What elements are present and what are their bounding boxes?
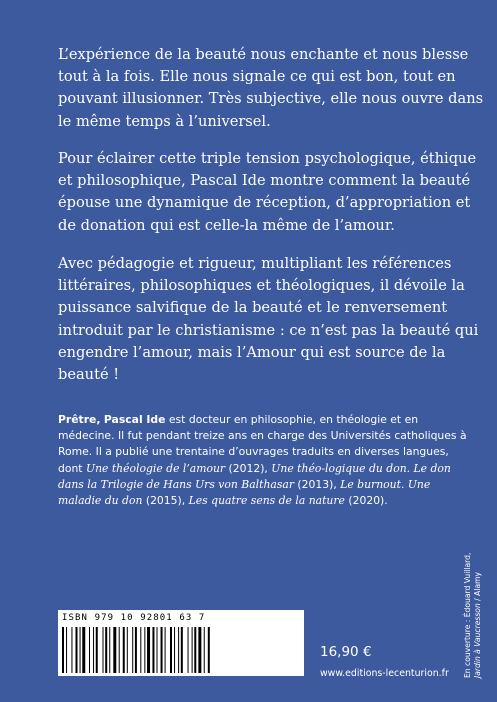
cover-credit-line-1: En couverture : Édouard Vuillard, — [463, 552, 472, 678]
publisher-website: www.editions-lecenturion.fr — [320, 668, 449, 679]
bio-text-5: (2020). — [344, 494, 388, 508]
bio-text-3: (2013), — [293, 477, 341, 491]
work-title-1: Une théologie de l’amour — [85, 461, 226, 475]
author-name: Pascal Ide — [103, 413, 166, 426]
cover-credit-line-2 — [473, 553, 483, 678]
barcode-panel — [58, 610, 304, 676]
bio-text-4: (2015), — [142, 494, 189, 508]
blurb-paragraph-1: L’expérience de la beauté nous enchante et nous blesse tout à la fois. Elle nous signale ce qui est bon, tout en pouvant illusionner. Très subjective, elle nous ouvre dans le même temps à l’universel. — [58, 46, 484, 130]
work-title-2: Une théo-logique du don. Le don dans la Trilogie de Hans Urs von Balthasar — [58, 461, 451, 491]
work-title-4: Les quatre sens de la nature — [188, 494, 345, 508]
painting-title: Jardin à Vaucresson — [473, 603, 482, 678]
image-source: / Alamy — [473, 571, 482, 604]
cover-credit — [463, 553, 483, 678]
work-title-3: Le burnout. Une maladie du don — [58, 477, 431, 508]
bio-text-1: est docteur en philosophie, en théologie et en médecine. Il fut pendant treize ans en charge des Universités catholiques à Rome. Il a publié une trentaine d’ouvrages traduits en diverses langues, dont — [58, 413, 467, 475]
bio-text-2: (2012), — [225, 461, 272, 475]
blurb-paragraph-2: Pour éclairer cette triple tension psychologique, éthique et philosophique, Pascal Ide montre comment la beauté épouse une dynamique de réception, d’appropriation et de donation qui est celle-la même de l’amour. — [58, 150, 477, 234]
price: 16,90 € — [320, 644, 372, 660]
bio-lead: Prêtre, — [58, 413, 101, 426]
barcode-icon — [62, 627, 262, 673]
isbn-number: ISBN 979 10 92801 63 7 — [62, 613, 206, 623]
blurb-paragraph-3: Avec pédagogie et rigueur, multipliant les références littéraires, philosophiques et théologiques, il dévoile la puissance salvifique de la beauté et le renversement introduit par le christianisme : ce n’est pas la beauté qui engendre l’amour, mais l’Amour qui est source de la beauté ! — [58, 255, 479, 384]
author-biography — [58, 412, 468, 509]
